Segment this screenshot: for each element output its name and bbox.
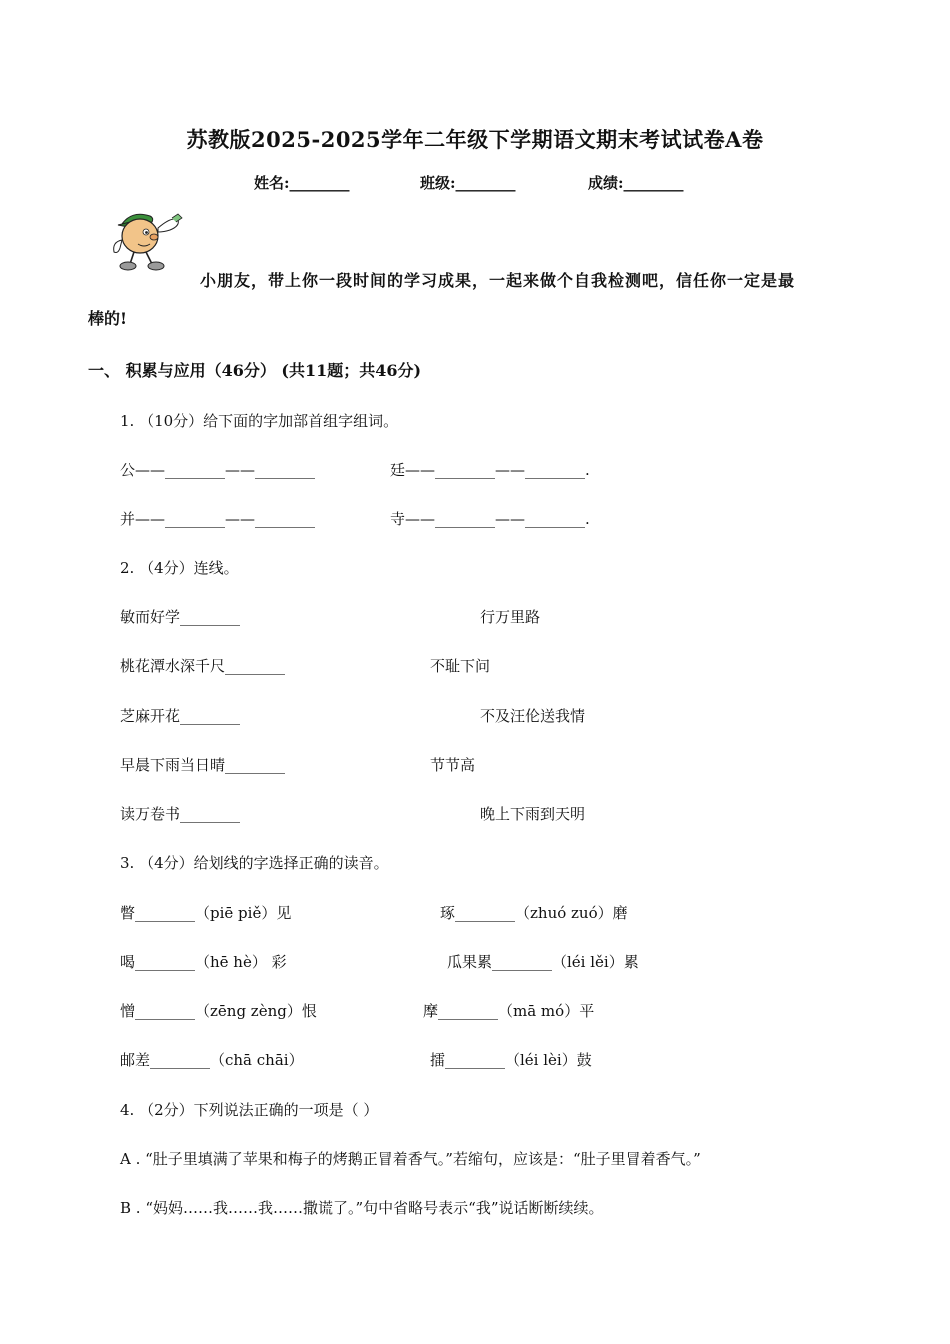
section-heading: 一、 积累与应用（46分） (共11题；共46分)	[88, 361, 422, 380]
q3-left-item: 喝________（hē hè） 彩	[120, 953, 287, 971]
q2-left-item: 芝麻开花________	[120, 707, 241, 725]
intro-line-1: 小朋友，带上你一段时间的学习成果，一起来做个自我检测吧，信任你一定是最	[200, 271, 796, 290]
q2-left-item: 敏而好学________	[120, 608, 241, 626]
class-field: 班级:________	[420, 174, 516, 192]
q3-right-item: 摩________（mā mó）平	[423, 1002, 595, 1020]
q3-right-item: 瓜果累________（léi lěi）累	[447, 953, 639, 971]
q2-right-item: 行万里路	[480, 608, 541, 626]
question-2-title: 2. （4分）连线。	[120, 559, 239, 577]
question-1-title: 1. （10分）给下面的字加部首组字组词。	[120, 412, 399, 430]
q2-right-item: 晚上下雨到天明	[480, 805, 586, 823]
score-field: 成绩:________	[588, 174, 684, 192]
q3-right-item: 琢________（zhuó zuó）磨	[440, 904, 628, 922]
name-field: 姓名:________	[254, 174, 350, 192]
q3-left-item: 憎________（zēng zèng）恨	[120, 1002, 317, 1020]
mascot-image	[108, 206, 188, 272]
q3-left-item: 邮差________（chā chāi）	[120, 1051, 304, 1069]
q2-right-item: 不及汪伦送我情	[480, 707, 586, 725]
q1-row-2-left: 并——________——________	[120, 510, 316, 528]
q3-right-item: 擂________（léi lèi）鼓	[430, 1051, 592, 1069]
question-4-title: 4. （2分）下列说法正确的一项是（ ）	[120, 1101, 379, 1119]
q1-row-1-right: 廷——________——________.	[390, 461, 590, 479]
q2-left-item: 桃花潭水深千尺________	[120, 657, 286, 675]
intro-line-2: 棒的!	[88, 309, 128, 328]
q2-right-item: 节节高	[430, 756, 476, 774]
q1-row-1-left: 公——________——________	[120, 461, 316, 479]
q4-option-a: A . “肚子里填满了苹果和梅子的烤鹅正冒着香气。”若缩句，应该是：“肚子里冒着香气。”	[120, 1150, 701, 1168]
q2-right-item: 不耻下问	[430, 657, 491, 675]
q3-left-item: 瞥________（piē piě）见	[120, 904, 292, 922]
question-3-title: 3. （4分）给划线的字选择正确的读音。	[120, 854, 389, 872]
q1-row-2-right: 寺——________——________.	[390, 510, 590, 528]
q2-left-item: 早晨下雨当日晴________	[120, 756, 286, 774]
q4-option-b: B . “妈妈……我……我……撒谎了。”句中省略号表示“我”说话断断续续。	[120, 1199, 604, 1217]
q2-left-item: 读万卷书________	[120, 805, 241, 823]
page-title: 苏教版2025-2025学年二年级下学期语文期末考试试卷A卷	[186, 127, 764, 152]
